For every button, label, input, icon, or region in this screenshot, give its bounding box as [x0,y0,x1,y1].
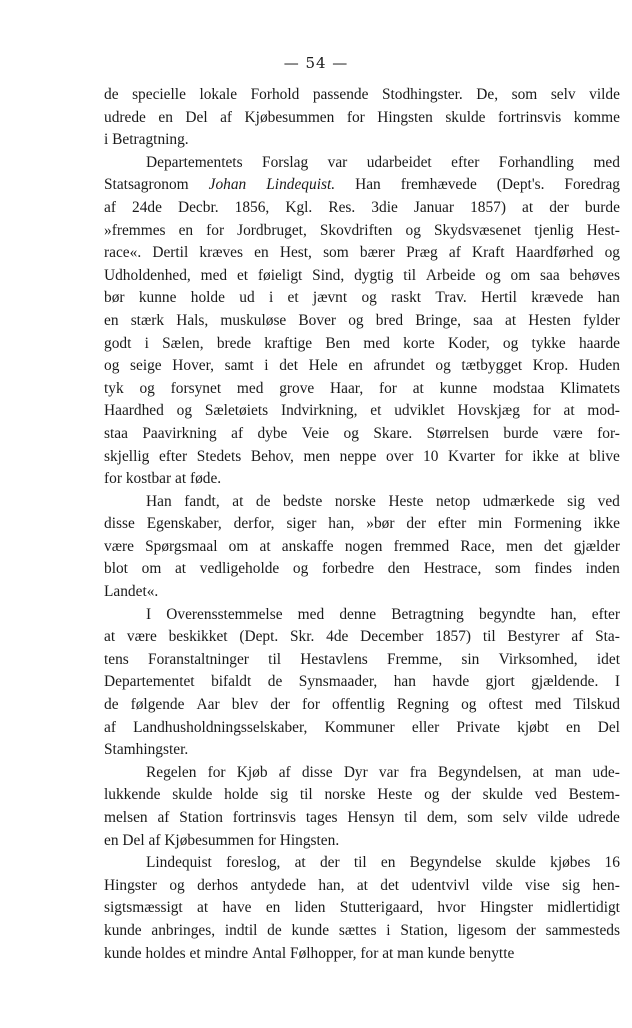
text-line: tyk og forsynet med grove Haar, for at kunne modstaa Klimatets [104,379,620,397]
text-line: Stamhingster. [104,741,189,759]
text-line: melsen af Station fortrinsvis tages Hensyn til dem, som selv vilde udrede [104,809,620,826]
text-line: skjellig efter Stedets Behov, men neppe over 10 Kvarter for ikke at blive [104,447,620,465]
paragraph [104,84,620,152]
text-line: blot om at vedligeholde og forbedre den Hestrace, som findes inden [104,560,620,578]
text-line: Hingster og derhos antydede han, at det udentvivl vilde vise sig hen- [104,876,620,894]
text-line: en stærk Hals, muskuløse Bover og bred Bringe, saa at Hesten fylder [104,311,620,329]
paragraph [104,762,620,852]
text-line: de specielle lokale Forhold passende Stodhingster. De, som selv vilde [104,86,620,103]
text-line: at være beskikket (Dept. Skr. 4de December 1857) til Bestyrer af Sta- [104,628,620,646]
text-line: staa Paavirkning af dybe Veie og Skare. Størrelsen burde være for- [104,424,620,442]
text-line: kunde anbringes, indtil de kunde sættes i Station, ligesom der sammesteds [104,921,620,939]
text-line: lukkende skulde holde sig til norske Heste og der skulde ved Bestem- [104,786,620,804]
paragraph [104,491,620,604]
text-line: Landet«. [104,583,159,601]
paragraph [104,152,620,491]
text-line: kunde holdes et mindre Antal Følhopper, for at man kunde benytte [104,944,515,962]
text-line: I Overensstemmelse med denne Betragtning begyndte han, efter [146,605,620,623]
text-line: race«. Dertil kræves en Hest, som bærer Præg af Kraft Haardførhed og [104,244,620,262]
text-line: bør kunne holde ud i et jævnt og raskt Trav. Hertil krævede han [104,289,620,307]
text-line: tens Foranstaltninger til Hestavlens Fremme, sin Virksomhed, idet [104,650,620,668]
text-line: Han fandt, at de bedste norske Heste netop udmærkede sig ved [146,492,620,510]
text-line: Haardhed og Sæletøiets Indvirkning, et udviklet Hovskjæg for at mod- [104,402,620,420]
paragraph [104,604,620,762]
text-line: Departementet bifaldt de Synsmaader, han havde gjort gjældende. I [104,673,620,691]
text-line: være Spørgsmaal om at anskaffe nogen fremmed Race, men det gjælder [104,537,620,555]
text-line: udrede en Del af Kjøbesummen for Hingsten skulde fortrinsvis komme [104,108,620,126]
text-line: Statsagronom Johan Lindequist. Han fremhævede (Dept's. Foredrag [104,176,620,194]
text-line: disse Egenskaber, derfor, siger han, »bør der efter min Formening ikke [104,515,620,533]
page-body [104,84,620,965]
text-line: »fremmes en for Jordbruget, Skovdriften og Skydsvæsenet tjenlig Hest- [104,221,620,239]
text-line: og seige Hover, samt i det Hele en afrundet og tætbygget Krop. Huden [104,357,620,375]
text-line: sigtsmæssigt at have en liden Stutterigaard, hvor Hingster midlertidigt [104,899,620,917]
text-line: de følgende Aar blev der for offentlig Regning og oftest med Tilskud [104,696,620,714]
text-line: Departementets Forslag var udarbeidet efter Forhandling med [146,153,620,171]
text-line: Regelen for Kjøb af disse Dyr var fra Begyndelsen, at man ude- [146,763,620,781]
text-line: godt i Sælen, brede kraftige Ben med korte Koder, og tykke haarde [104,334,620,352]
text-line: af 24de Decbr. 1856, Kgl. Res. 3die Januar 1857) at der burde [104,198,620,216]
paragraph [104,852,620,965]
text-line: Udholdenhed, med et føieligt Sind, dygtig til Arbeide og om saa behøves [104,266,620,284]
page-number: — 54 — [283,54,349,72]
text-line: for kostbar at føde. [104,470,222,488]
text-line: af Landhusholdningsselskaber, Kommuner eller Private kjøbt en Del [104,718,620,736]
text-line: en Del af Kjøbesummen for Hingsten. [104,831,340,849]
text-line: i Betragtning. [104,131,189,149]
text-line: Lindequist foreslog, at der til en Begyndelse skulde kjøbes 16 [146,854,620,872]
